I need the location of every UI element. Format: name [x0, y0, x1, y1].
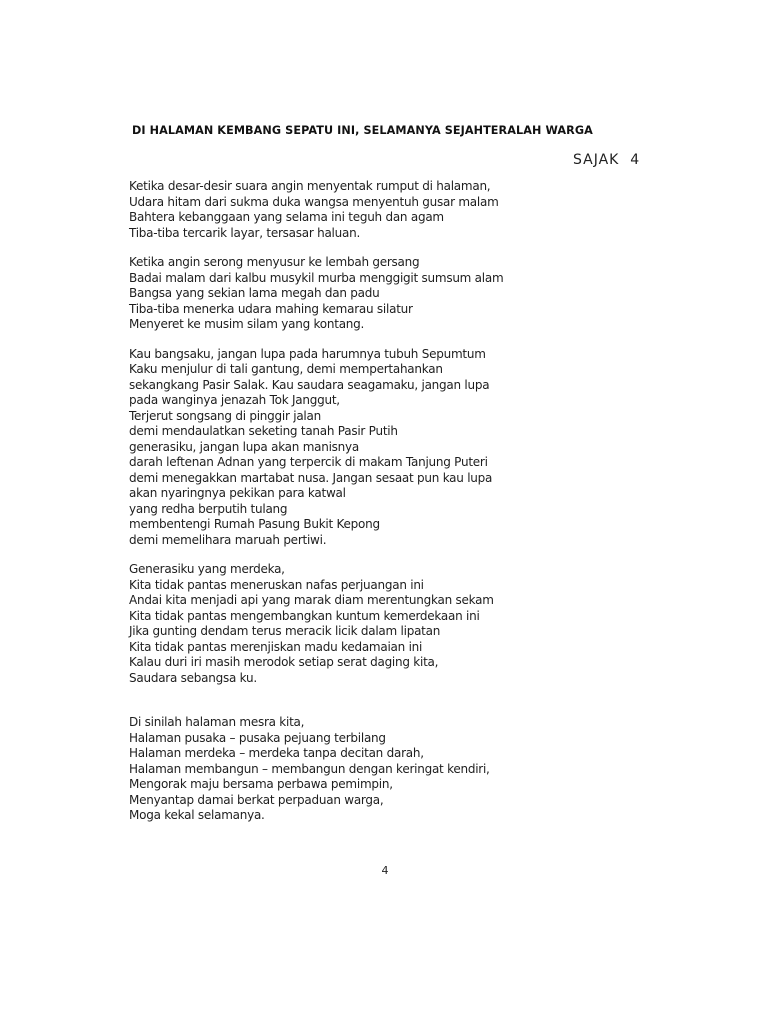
poem-line: yang redha berputih tulang: [129, 501, 288, 516]
poem-line: Generasiku yang merdeka,: [129, 562, 285, 576]
stanza-gap: [129, 686, 729, 715]
poem-line: Jika gunting dendam terus meracik licik dalam lipatan: [129, 624, 441, 638]
poem-line: Halaman membangun – membangun dengan keringat kendiri,: [129, 761, 490, 776]
poem-line: demi menegakkan martabat nusa. Jangan sesaat pun kau lupa: [129, 470, 493, 485]
poem-line: akan nyaringnya pekikan para katwal: [129, 486, 346, 500]
poem-line: Moga kekal selamanya.: [129, 808, 265, 822]
poem-line: Tiba-tiba tercarik layar, tersasar haluan.: [129, 225, 361, 240]
page-number-text: 4: [381, 864, 389, 877]
stanza-gap: [129, 241, 729, 255]
poem-line: Terjerut songsang di pinggir jalan: [129, 408, 321, 423]
poem-line: Halaman merdeka – merdeka tanpa decitan darah,: [129, 746, 424, 760]
poem-line: darah leftenan Adnan yang terpercik di makam Tanjung Puteri: [129, 455, 488, 469]
stanza-gap: [129, 548, 729, 562]
poem-line: Menyantap damai berkat perpaduan warga,: [129, 792, 384, 807]
poem-line: Ketika desar-desir suara angin menyentak rumput di halaman,: [129, 179, 491, 193]
poem-line: Kalau duri iri masih merodok setiap serat daging kita,: [129, 655, 439, 669]
poem-line: generasiku, jangan lupa akan manisnya: [129, 439, 359, 454]
poem-line: Bahtera kebanggaan yang selama ini teguh dan agam: [129, 210, 444, 224]
poem-line: Andai kita menjadi api yang marak diam merentungkan sekam: [129, 593, 494, 607]
poem-line: Di sinilah halaman mesra kita,: [129, 715, 305, 729]
poem-line: demi mendaulatkan seketing tanah Pasir Putih: [129, 424, 398, 438]
page-number: [0, 864, 768, 877]
poem-line: Kaku menjulur di tali gantung, demi mempertahankan: [129, 362, 443, 376]
poem-line: Kita tidak pantas mengembangkan kuntum kemerdekaan ini: [129, 608, 480, 623]
stanza-gap: [129, 333, 729, 347]
poem-line: Bangsa yang sekian lama megah dan padu: [129, 286, 380, 300]
poem-line: Kita tidak pantas meneruskan nafas perjuangan ini: [129, 577, 424, 592]
poem-line: Kau bangsaku, jangan lupa pada harumnya tubuh Sepumtum: [129, 346, 486, 361]
stanza-4: [129, 562, 729, 686]
poem-line: Ketika angin serong menyusur ke lembah gersang: [129, 255, 420, 269]
poem-line: Badai malam dari kalbu musykil murba menggigit sumsum alam: [129, 270, 504, 285]
stanza-2: [129, 255, 729, 333]
stanza-3: [129, 347, 729, 549]
poem-body: [129, 179, 729, 824]
poem-title: DI HALAMAN KEMBANG SEPATU INI, SELAMANYA SEJAHTERALAH WARGA: [132, 124, 593, 137]
poem-line: Saudara sebangsa ku.: [129, 670, 257, 685]
poem-line: Mengorak maju bersama perbawa pemimpin,: [129, 777, 393, 791]
poem-line: Menyeret ke musim silam yang kontang.: [129, 317, 365, 331]
poem-line: pada wanginya jenazah Tok Janggut,: [129, 393, 340, 407]
stanza-1: [129, 179, 729, 241]
stanza-5: [129, 715, 729, 824]
poem-line: Tiba-tiba menerka udara mahing kemarau silatur: [129, 301, 413, 316]
sajak-label: SAJAK 4: [573, 152, 641, 168]
poem-line: membentengi Rumah Pasung Bukit Kepong: [129, 517, 380, 531]
poem-line: Kita tidak pantas merenjiskan madu kedamaian ini: [129, 639, 423, 654]
poem-line: Halaman pusaka – pusaka pejuang terbilang: [129, 730, 386, 745]
poem-line: demi memelihara maruah pertiwi.: [129, 532, 327, 547]
poem-line: sekangkang Pasir Salak. Kau saudara seagamaku, jangan lupa: [129, 377, 490, 392]
poem-line: Udara hitam dari sukma duka wangsa menyentuh gusar malam: [129, 194, 499, 209]
